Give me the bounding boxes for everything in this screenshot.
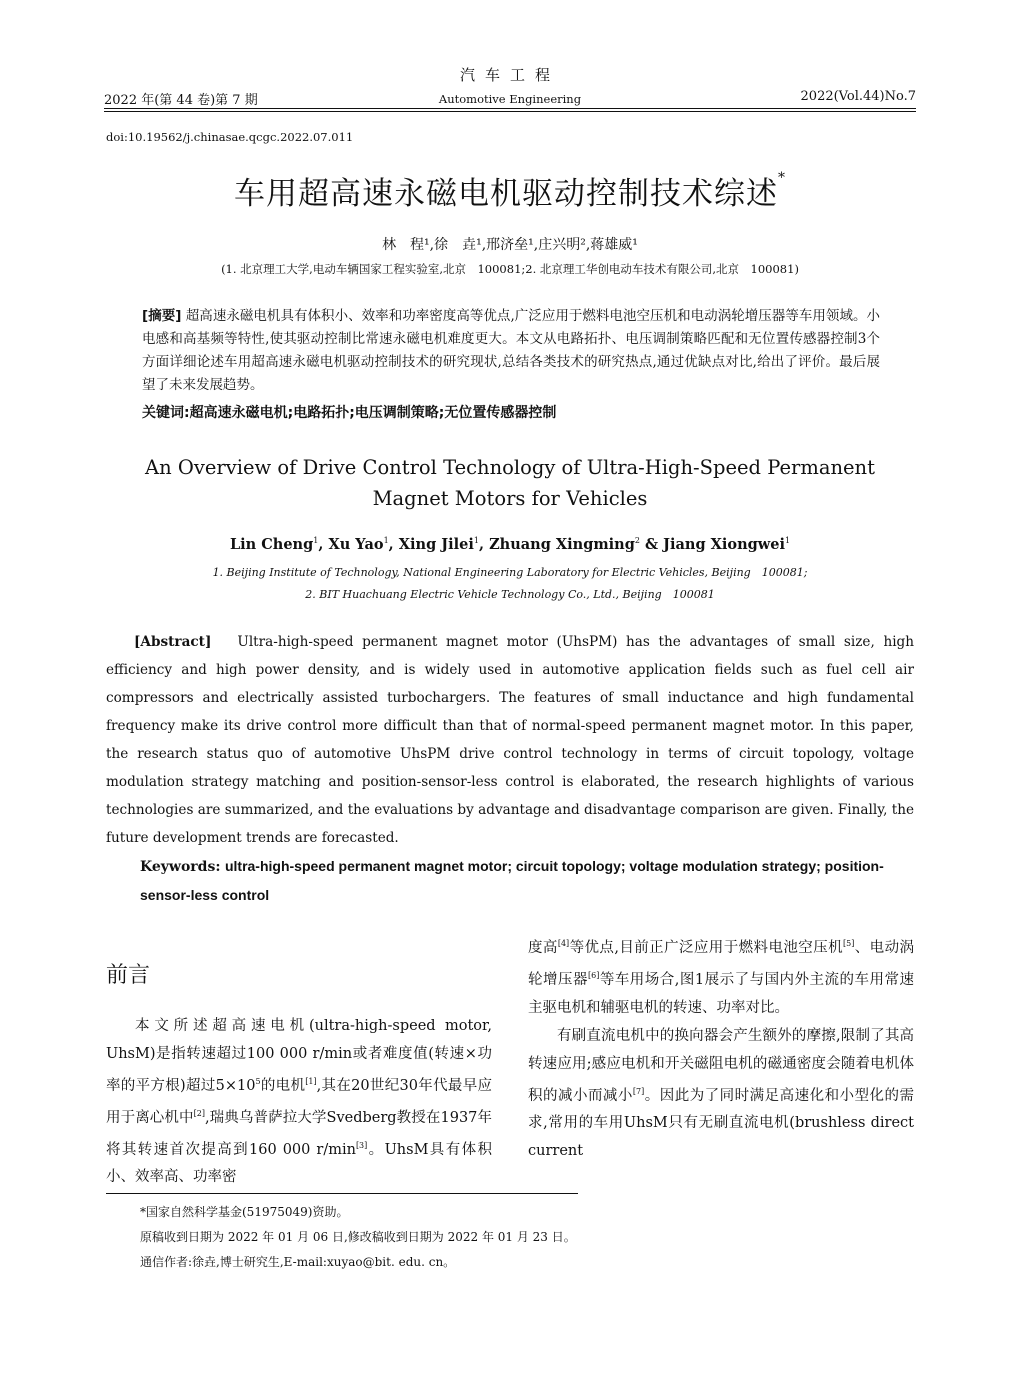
author-en: Xing Jilei: [398, 536, 474, 553]
authors-en: [0, 536, 1020, 553]
author-affil-mark: 1: [313, 536, 319, 546]
body-right-column: [528, 930, 914, 1165]
citation: [6]: [587, 970, 600, 980]
body-left-column: [106, 1012, 492, 1191]
author-separator: &: [639, 536, 664, 553]
header-rule: [104, 108, 916, 109]
journal-name-en: Automotive Engineering: [438, 92, 582, 106]
abstract-cn-text: 超高速永磁电机具有体积小、效率和功率密度高等优点,广泛应用于燃料电池空压机和电动涡轮增压器等车用领域。小电感和高基频等特性,使其驱动控制比常速永磁电机难度更大。本文从电路拓扑、电压调制策略匹配和无位置传感器控制3个方面详细论述车用超高速永磁电机驱动控制技术的研究现状,总结各类技术的研究热点,通过优缺点对比,给出了评价。最后展望了未来发展趋势。: [142, 308, 881, 393]
title-cn-text: 车用超高速永磁电机驱动控制技术综述: [234, 176, 778, 212]
body-text: ,其在20世纪30年代最早应用于离心机中: [106, 1077, 493, 1126]
title-cn: [0, 168, 1020, 213]
abstract-en: [106, 628, 914, 852]
journal-name-cn: 汽车工程: [459, 66, 560, 84]
body-text: 度高: [528, 939, 558, 956]
abstract-cn-label: [摘要]: [142, 308, 182, 324]
footnote-received: 原稿收到日期为 2022 年 01 月 06 日,修改稿收到日期为 2022 年 01 月 23 日。: [140, 1230, 576, 1244]
body-text: 。因此为了同时满足高速化和小型化的需求,常用的车用UhsM只有无刷直流电机(brushless direct current: [528, 1087, 915, 1160]
author-en: Lin Cheng: [229, 536, 314, 553]
body-text: 。UhsM具有体积小、效率高、功率密: [106, 1141, 492, 1186]
keywords-en-label: Keywords:: [140, 859, 221, 875]
section-title: 前言: [106, 963, 151, 988]
body-paragraph: [528, 930, 914, 1022]
keywords-cn: 关键词:超高速永磁电机;电路拓扑;电压调制策略;无位置传感器控制: [142, 405, 557, 421]
issue-en: 2022(Vol.44)No.7: [800, 89, 916, 104]
issue-cn: 2022 年(第 44 卷)第 7 期: [104, 93, 258, 108]
author-en: Xu Yao: [328, 536, 384, 553]
body-text: 的电机: [260, 1077, 306, 1094]
citation: [4]: [557, 939, 570, 948]
header-rule-thin: [104, 111, 916, 112]
author-en: Jiang Xiongwei: [663, 536, 785, 553]
body-text: 、电动涡轮增压器: [528, 939, 915, 988]
authors-cn: 林 程¹,徐 垚¹,邢济垒¹,庄兴明²,蒋雄威¹: [382, 237, 638, 253]
doi: doi:10.19562/j.chinasae.qcgc.2022.07.011: [106, 130, 354, 144]
body-text: 等车用场合,图1展示了与国内外主流的车用常速主驱电机和辅驱电机的转速、功率对比。: [528, 971, 915, 1016]
footnote-contact: 通信作者:徐垚,博士研究生,E-mail:xuyao@bit. edu. cn。: [140, 1255, 456, 1269]
footnote-rule: [106, 1193, 578, 1194]
keywords-en-text: ultra-high-speed permanent magnet motor; circuit topology; voltage modulation strategy; position-sensor-less control: [140, 858, 884, 903]
author-separator: ,: [318, 536, 329, 553]
author-affil-mark: 1: [784, 536, 791, 546]
body-text: 等优点,目前正广泛应用于燃料电池空压机: [569, 939, 844, 956]
author-separator: ,: [388, 536, 399, 553]
author-separator: ,: [478, 536, 490, 553]
body-text: 有刷直流电机中的换向器会产生额外的摩擦,限制了其高转速应用;感应电机和开关磁阻电机的磁通密度会随着电机体积的减小而减小: [528, 1027, 914, 1104]
keywords-en: [140, 852, 914, 910]
affiliation-en-2: 2. BIT Huachuang Electric Vehicle Technology Co., Ltd., Beijing 100081: [305, 588, 715, 601]
author-en: Zhuang Xingming: [489, 536, 635, 553]
author-affil-mark: 1: [383, 536, 389, 546]
author-affil-mark: 2: [634, 536, 640, 546]
affiliation-en: [0, 562, 1020, 606]
exponent: 5: [255, 1077, 261, 1086]
citation: [2]: [193, 1108, 205, 1118]
citation: [5]: [843, 939, 855, 948]
citation: [7]: [632, 1086, 645, 1096]
body-text: 本文所述超高速电机(ultra-high-speed motor, UhsM)是指转速超过100 000 r/min或者难度值(转速×功率的平方根)超过5×10: [106, 1018, 492, 1094]
title-en: An Overview of Drive Control Technology of Ultra-High-Speed Permanent Magnet Motors for Vehicles: [145, 456, 875, 510]
abstract-en-label: [Abstract]: [134, 634, 212, 650]
body-text: ,瑞典乌普萨拉大学Svedberg教授在1937年将其转速首次提高到160 000 r/min: [106, 1109, 492, 1158]
abstract-en-text: Ultra-high-speed permanent magnet motor (UhsPM) has the advantages of small size, high efficiency and high power density, and is widely used in automotive application fields such as fuel cell air compressors and electrically assisted turbochargers. The features of small inductance and high fundamental frequency make its drive control more difficult than that of normal-speed permanent magnet motor. In this paper, the research status quo of automotive UhsPM drive control technology in terms of circuit topology, voltage modulation strategy matching and position-sensor-less control is elaborated, the research highlights of various technologies are summarized, and the evaluations by advantage and disadvantage comparison are given. Finally, the future development trends are forecasted.: [106, 634, 915, 846]
body-paragraph: [528, 1022, 914, 1166]
footnote-fund: *国家自然科学基金(51975049)资助。: [140, 1205, 349, 1219]
citation: [1]: [305, 1077, 317, 1086]
author-affil-mark: 1: [473, 536, 479, 546]
title-cn-mark: *: [778, 170, 786, 186]
affiliation-en-1: 1. Beijing Institute of Technology, National Engineering Laboratory for Electric Vehicles, Beijing 100081;: [212, 566, 808, 579]
body-paragraph: [106, 1012, 492, 1191]
citation: [3]: [355, 1140, 368, 1150]
footnotes: [140, 1200, 576, 1275]
affiliation-cn: (1. 北京理工大学,电动车辆国家工程实验室,北京 100081;2. 北京理工华创电动车技术有限公司,北京 100081): [221, 262, 799, 276]
abstract-cn: [142, 305, 880, 397]
